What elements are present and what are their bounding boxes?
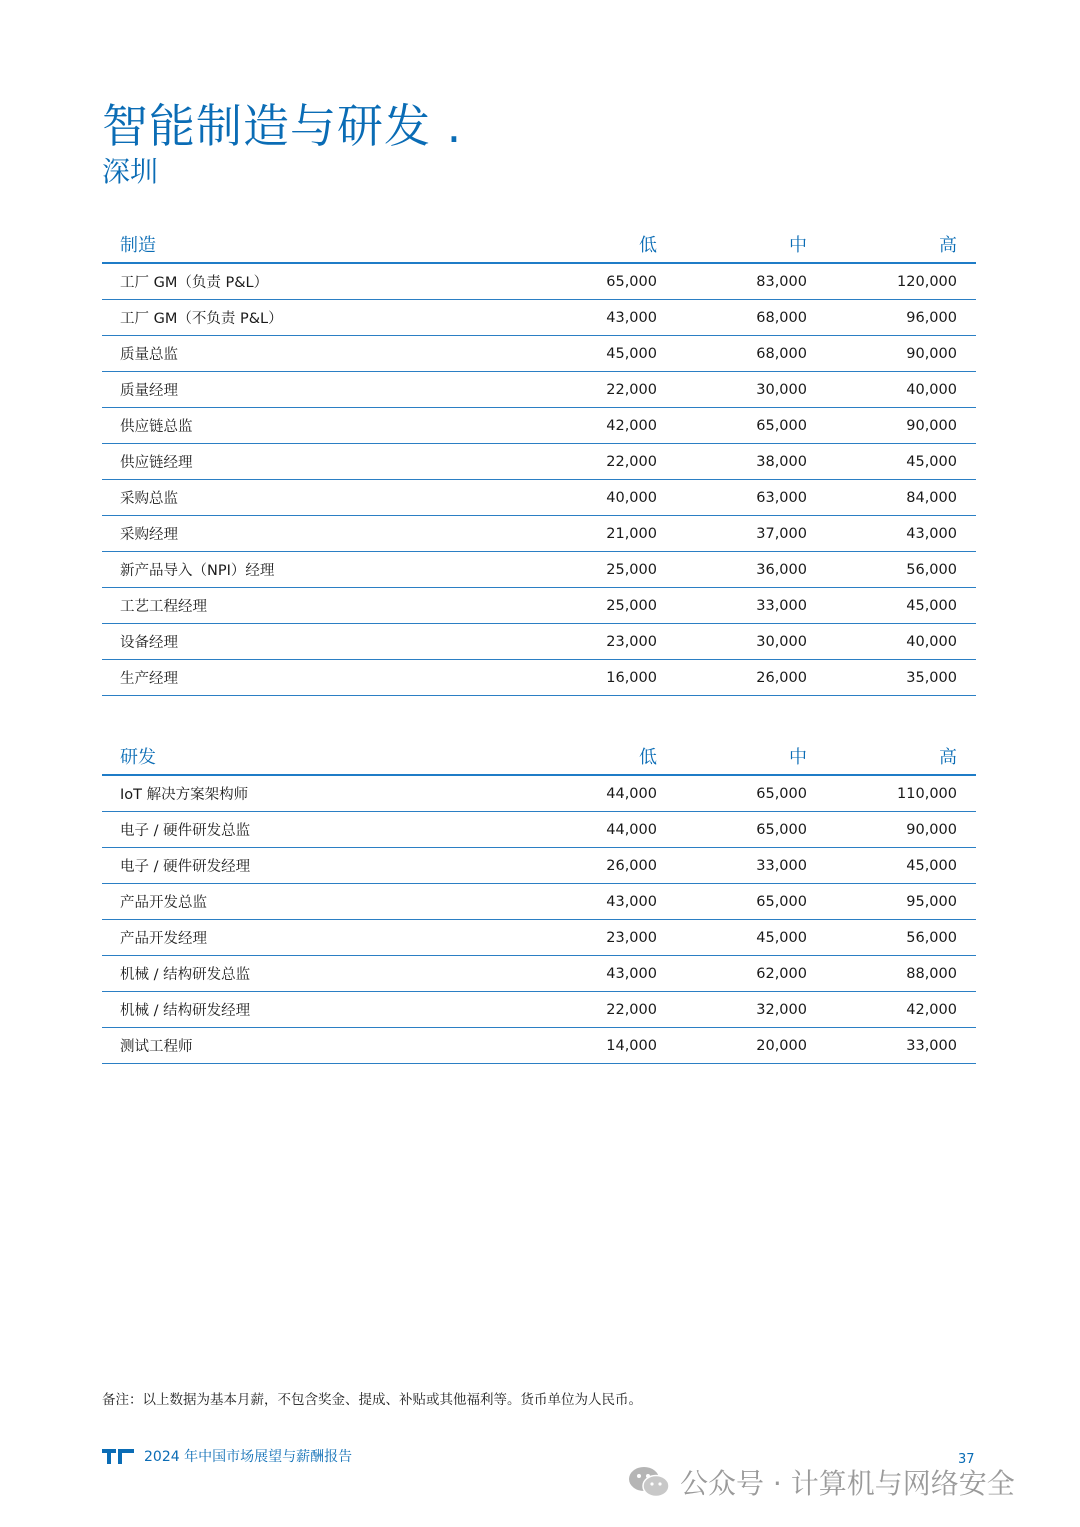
low-value: 43,000 xyxy=(606,893,657,910)
low-value: 43,000 xyxy=(606,309,657,326)
mid-value: 32,000 xyxy=(756,1001,807,1018)
brand-logo-icon xyxy=(102,1446,134,1466)
low-value: 42,000 xyxy=(606,417,657,434)
mid-value: 62,000 xyxy=(756,965,807,982)
row-label: 测试工程师 xyxy=(120,1039,193,1055)
row-label: 工厂 GM（不负责 P&L） xyxy=(120,311,283,327)
footnote: 备注：以上数据为基本月薪，不包含奖金、提成、补贴或其他福利等。货币单位为人民币。 xyxy=(102,1392,642,1408)
low-value: 22,000 xyxy=(606,1001,657,1018)
table-row xyxy=(102,372,976,408)
low-value: 25,000 xyxy=(606,561,657,578)
row-label: 电子 / 硬件研发总监 xyxy=(120,823,251,839)
table-row xyxy=(102,552,976,588)
high-value: 40,000 xyxy=(906,381,957,398)
high-value: 120,000 xyxy=(897,273,957,290)
low-value: 23,000 xyxy=(606,929,657,946)
low-value: 25,000 xyxy=(606,597,657,614)
mid-value: 30,000 xyxy=(756,381,807,398)
col-mid-header: 中 xyxy=(789,235,807,256)
table-row xyxy=(102,776,976,812)
low-value: 26,000 xyxy=(606,857,657,874)
row-label: IoT 解决方案架构师 xyxy=(120,787,249,803)
high-value: 35,000 xyxy=(906,669,957,686)
row-label: 电子 / 硬件研发经理 xyxy=(120,859,251,875)
section-heading: 制造 xyxy=(120,235,156,256)
table-row xyxy=(102,408,976,444)
mid-value: 65,000 xyxy=(756,417,807,434)
watermark xyxy=(628,1462,1015,1502)
high-value: 56,000 xyxy=(906,929,957,946)
high-value: 88,000 xyxy=(906,965,957,982)
high-value: 90,000 xyxy=(906,345,957,362)
table-row xyxy=(102,848,976,884)
table-row xyxy=(102,956,976,992)
table-row xyxy=(102,660,976,696)
high-value: 110,000 xyxy=(897,785,957,802)
col-mid-header: 中 xyxy=(789,747,807,768)
table-row xyxy=(102,444,976,480)
row-label: 机械 / 结构研发总监 xyxy=(120,967,251,983)
table-row xyxy=(102,992,976,1028)
col-low-header: 低 xyxy=(639,747,657,768)
rnd-table xyxy=(102,738,976,1064)
low-value: 44,000 xyxy=(606,821,657,838)
table-row xyxy=(102,1028,976,1064)
table-header xyxy=(102,226,976,264)
row-label: 新产品导入（NPI）经理 xyxy=(120,563,275,579)
col-high-header: 高 xyxy=(939,747,957,768)
page-title: 智能制造与研发 . xyxy=(102,99,463,153)
low-value: 22,000 xyxy=(606,453,657,470)
row-label: 工厂 GM（负责 P&L） xyxy=(120,275,269,291)
low-value: 44,000 xyxy=(606,785,657,802)
high-value: 56,000 xyxy=(906,561,957,578)
table-row xyxy=(102,624,976,660)
table-row xyxy=(102,516,976,552)
mid-value: 63,000 xyxy=(756,489,807,506)
row-label: 机械 / 结构研发经理 xyxy=(120,1003,251,1019)
table-row xyxy=(102,920,976,956)
high-value: 43,000 xyxy=(906,525,957,542)
col-low-header: 低 xyxy=(639,235,657,256)
mid-value: 45,000 xyxy=(756,929,807,946)
low-value: 23,000 xyxy=(606,633,657,650)
mid-value: 36,000 xyxy=(756,561,807,578)
report-title: 2024 年中国市场展望与薪酬报告 xyxy=(144,1449,353,1465)
high-value: 96,000 xyxy=(906,309,957,326)
mid-value: 38,000 xyxy=(756,453,807,470)
low-value: 14,000 xyxy=(606,1037,657,1054)
high-value: 33,000 xyxy=(906,1037,957,1054)
high-value: 45,000 xyxy=(906,453,957,470)
mid-value: 26,000 xyxy=(756,669,807,686)
mid-value: 68,000 xyxy=(756,309,807,326)
low-value: 21,000 xyxy=(606,525,657,542)
table-header xyxy=(102,738,976,776)
report-footer xyxy=(102,1446,352,1466)
high-value: 84,000 xyxy=(906,489,957,506)
table-row xyxy=(102,336,976,372)
table-row xyxy=(102,588,976,624)
mid-value: 65,000 xyxy=(756,785,807,802)
high-value: 90,000 xyxy=(906,821,957,838)
high-value: 40,000 xyxy=(906,633,957,650)
watermark-text: 公众号 · 计算机与网络安全 xyxy=(680,1467,1015,1500)
low-value: 22,000 xyxy=(606,381,657,398)
row-label: 设备经理 xyxy=(120,635,178,651)
row-label: 采购经理 xyxy=(120,527,178,543)
page-subtitle: 深圳 xyxy=(102,155,159,188)
wechat-icon xyxy=(628,1465,670,1499)
mid-value: 65,000 xyxy=(756,821,807,838)
table-row xyxy=(102,480,976,516)
mid-value: 33,000 xyxy=(756,597,807,614)
row-label: 供应链总监 xyxy=(120,419,193,435)
low-value: 45,000 xyxy=(606,345,657,362)
mid-value: 30,000 xyxy=(756,633,807,650)
table-row xyxy=(102,884,976,920)
high-value: 45,000 xyxy=(906,857,957,874)
low-value: 43,000 xyxy=(606,965,657,982)
row-label: 采购总监 xyxy=(120,491,178,507)
row-label: 产品开发经理 xyxy=(120,931,207,947)
low-value: 16,000 xyxy=(606,669,657,686)
high-value: 45,000 xyxy=(906,597,957,614)
mid-value: 65,000 xyxy=(756,893,807,910)
row-label: 供应链经理 xyxy=(120,455,193,471)
manufacturing-table xyxy=(102,226,976,696)
col-high-header: 高 xyxy=(939,235,957,256)
high-value: 42,000 xyxy=(906,1001,957,1018)
low-value: 40,000 xyxy=(606,489,657,506)
high-value: 95,000 xyxy=(906,893,957,910)
high-value: 90,000 xyxy=(906,417,957,434)
row-label: 产品开发总监 xyxy=(120,895,207,911)
low-value: 65,000 xyxy=(606,273,657,290)
table-row xyxy=(102,300,976,336)
row-label: 质量总监 xyxy=(120,347,178,363)
mid-value: 68,000 xyxy=(756,345,807,362)
mid-value: 33,000 xyxy=(756,857,807,874)
section-heading: 研发 xyxy=(120,747,156,768)
table-row xyxy=(102,264,976,300)
row-label: 工艺工程经理 xyxy=(120,599,207,615)
mid-value: 37,000 xyxy=(756,525,807,542)
mid-value: 83,000 xyxy=(756,273,807,290)
row-label: 质量经理 xyxy=(120,383,178,399)
mid-value: 20,000 xyxy=(756,1037,807,1054)
page-number: 37 xyxy=(958,1452,975,1467)
row-label: 生产经理 xyxy=(120,671,178,687)
table-row xyxy=(102,812,976,848)
